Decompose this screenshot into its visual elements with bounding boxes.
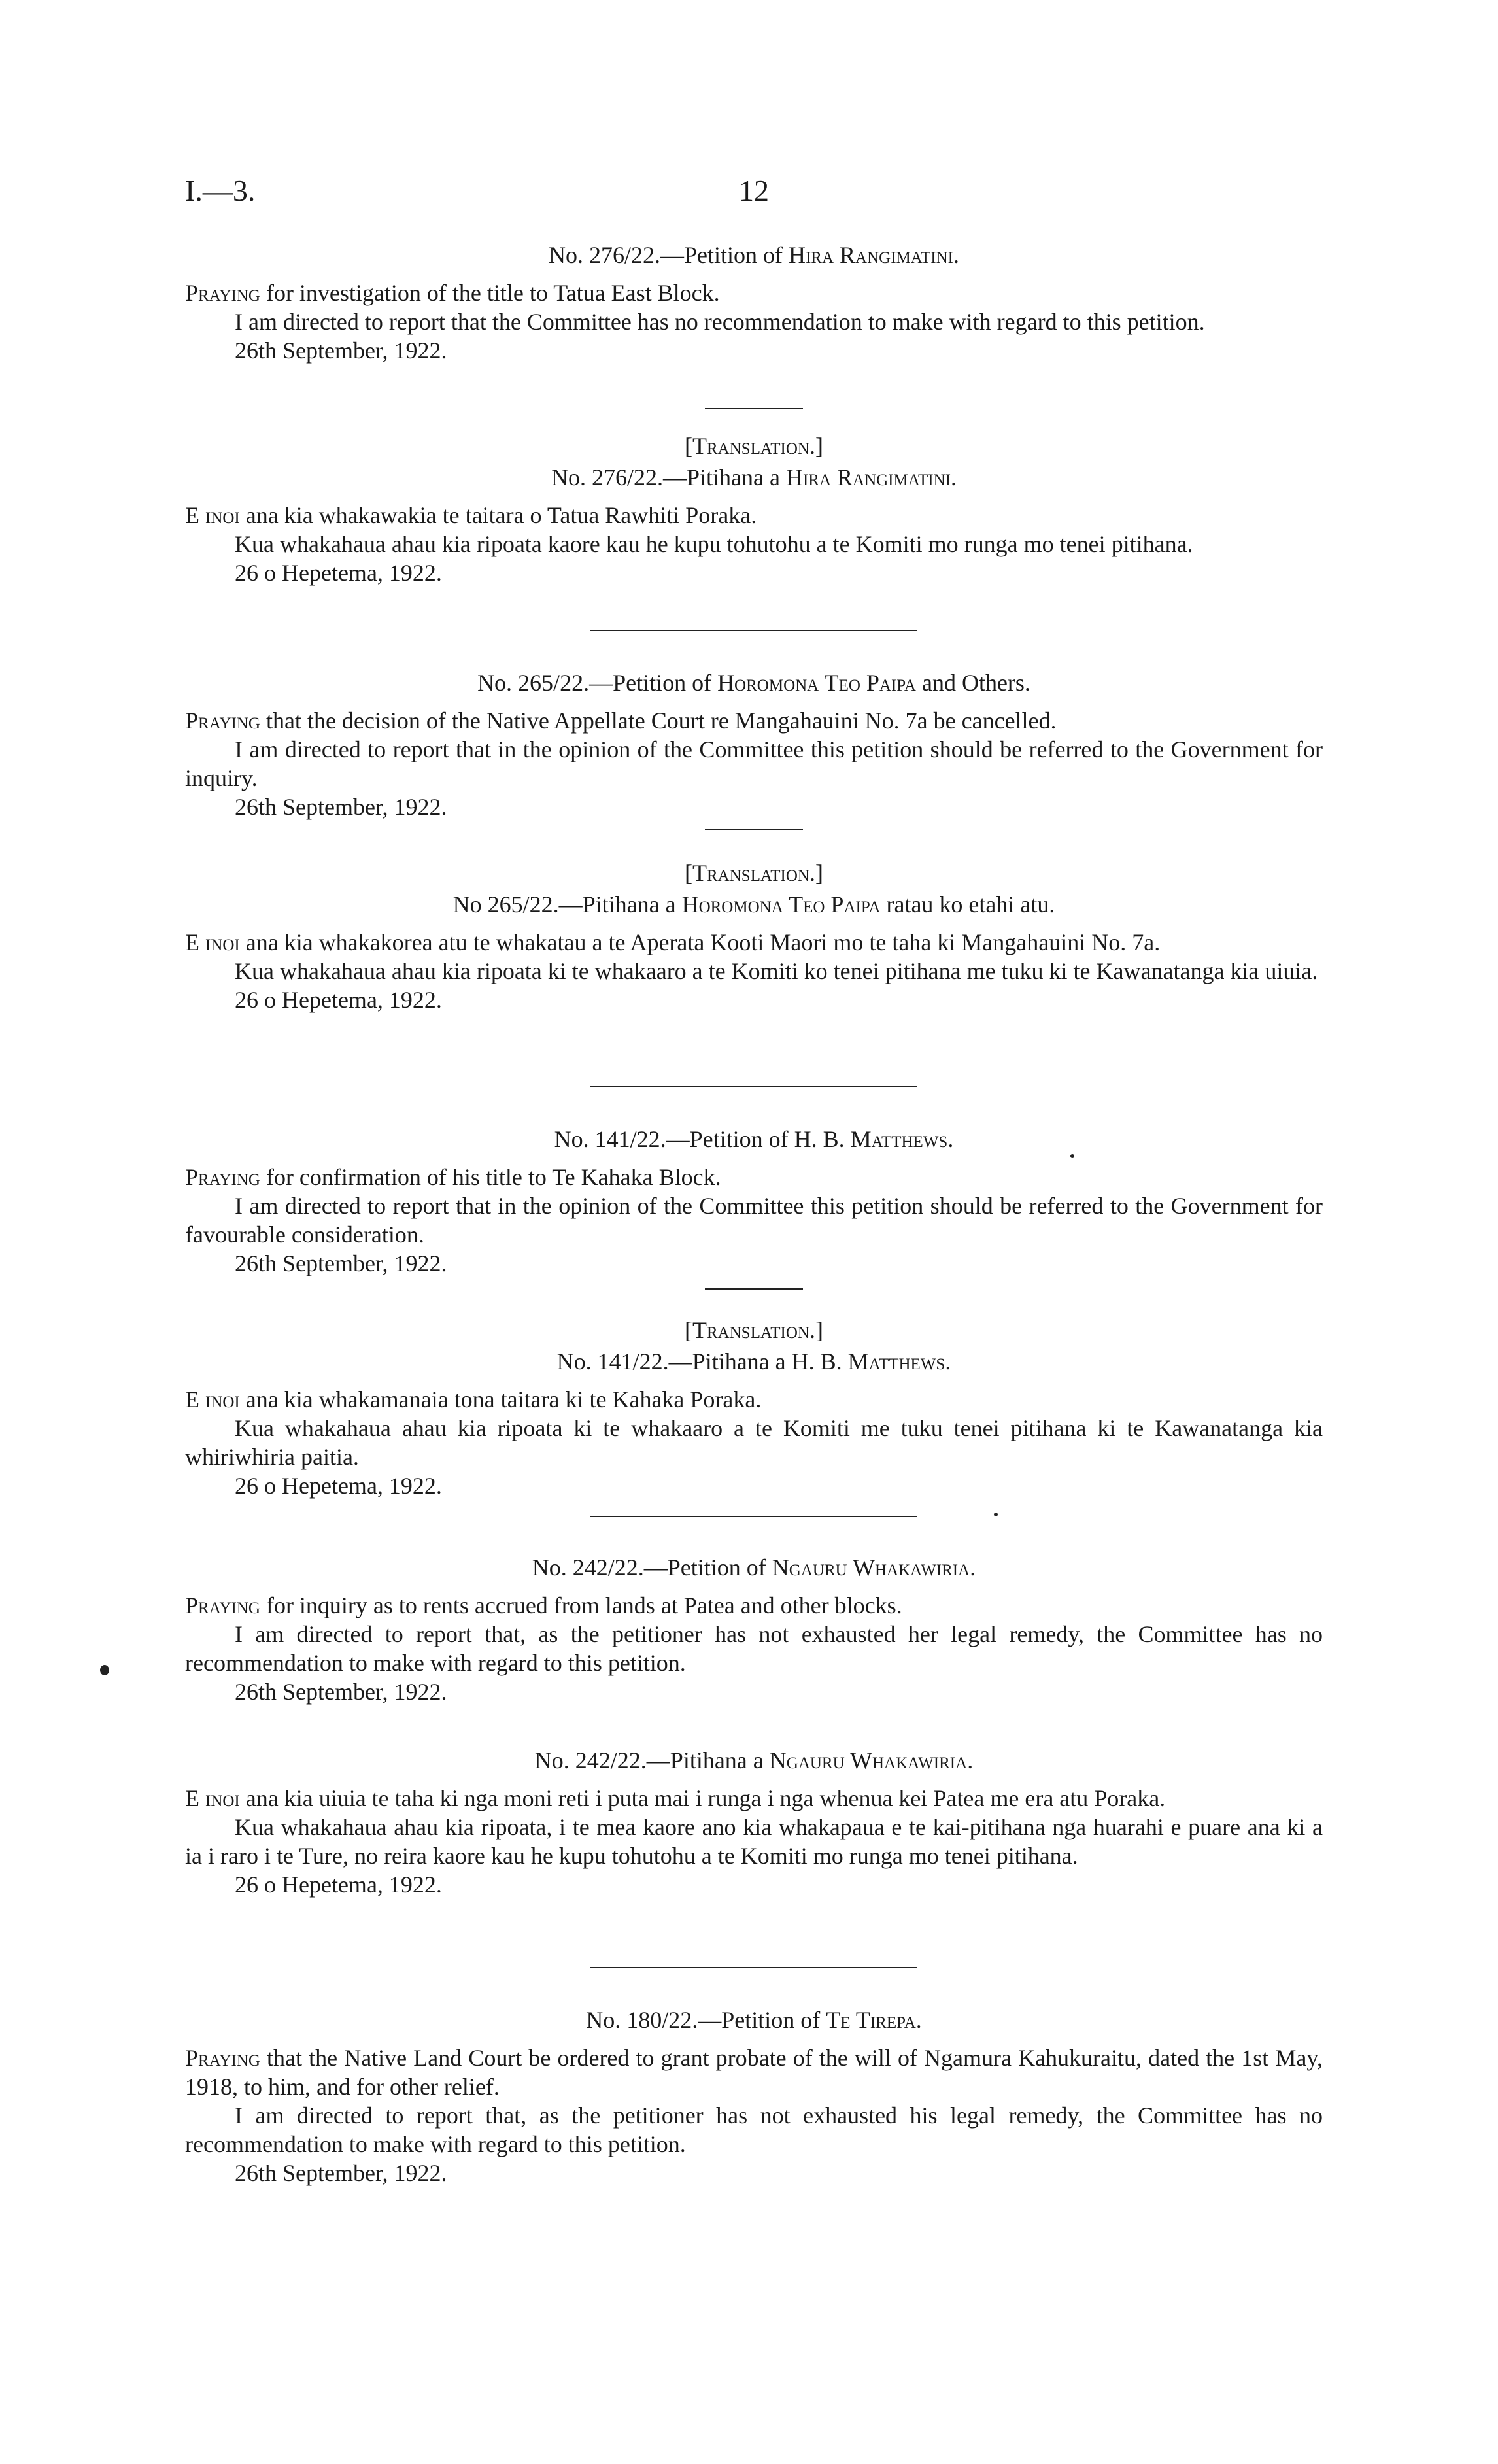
- report-date: 26 o Hepetema, 1922.: [235, 560, 442, 586]
- report-date: 26 o Hepetema, 1922.: [235, 987, 442, 1013]
- petition-title: No. 265/22.—Petition of Horomona Teo Paipa and Others.: [477, 670, 1030, 696]
- petition-276-translation: [185, 432, 1323, 587]
- scan-speck: [1070, 1154, 1074, 1158]
- prayer-paragraph: E inoi ana kia whakawakia te taitara o Tatua Rawhiti Poraka.: [185, 502, 757, 528]
- petition-242-translation: [185, 1746, 1323, 1899]
- page-number: 12: [739, 174, 769, 207]
- section-divider: [705, 1288, 803, 1290]
- petition-title: No. 242/22.—Pitihana a Ngauru Whakawiria.: [534, 1747, 974, 1773]
- section-divider: [590, 630, 917, 631]
- petition-141-translation: [185, 1316, 1323, 1500]
- petition-title: No. 141/22.—Pitihana a H. B. Matthews.: [556, 1348, 951, 1375]
- report-paragraph: I am directed to report that, as the petitioner has not exhausted his legal remedy, the Committee has no recommendation to make with regard to this petition.: [185, 2102, 1323, 2157]
- prayer-paragraph: Praying for inquiry as to rents accrued from lands at Patea and other blocks.: [185, 1592, 902, 1618]
- petitioner-name: H. B. Matthews: [794, 1126, 948, 1152]
- petition-title: No 265/22.—Pitihana a Horomona Teo Paipa ratau ko etahi atu.: [452, 891, 1055, 917]
- petition-title: No. 276/22.—Pitihana a Hira Rangimatini.: [551, 464, 957, 490]
- petitioner-name: Hira Rangimatini: [785, 464, 951, 490]
- report-date: 26 o Hepetema, 1922.: [235, 1473, 442, 1499]
- prayer-paragraph: Praying that the decision of the Native Appellate Court re Mangahauini No. 7a be cancelled.: [185, 708, 1057, 734]
- report-paragraph: I am directed to report that, as the petitioner has not exhausted her legal remedy, the Committee has no recommendation to make with regard to this petition.: [185, 1621, 1323, 1676]
- prayer-paragraph: Praying for investigation of the title to Tatua East Block.: [185, 280, 720, 306]
- prayer-paragraph: Praying for confirmation of his title to Te Kahaka Block.: [185, 1164, 721, 1190]
- petitioner-name: Horomona Teo Paipa: [681, 891, 881, 917]
- petition-title: No. 276/22.—Petition of Hira Rangimatini.: [548, 242, 960, 268]
- petitioner-name: Ngauru Whakawiria: [769, 1747, 968, 1773]
- report-date: 26th September, 1922.: [235, 1250, 447, 1276]
- report-paragraph: Kua whakahaua ahau kia ripoata ki te whakaaro a te Komiti me tuku tenei pitihana ki te Kawanatanga kia whiriwhiria paitia.: [185, 1415, 1323, 1470]
- report-paragraph: I am directed to report that in the opinion of the Committee this petition should be referred to the Government for favourable consideration.: [185, 1193, 1323, 1248]
- petition-276-english: [185, 241, 1323, 365]
- translation-heading: [Translation.]: [685, 860, 823, 886]
- petition-title: No. 242/22.—Petition of Ngauru Whakawiria.: [532, 1554, 976, 1581]
- section-divider: [705, 408, 803, 409]
- report-paragraph: I am directed to report that the Committee has no recommendation to make with regard to this petition.: [235, 309, 1205, 335]
- report-date: 26 o Hepetema, 1922.: [235, 1872, 442, 1898]
- report-date: 26th September, 1922.: [235, 794, 447, 820]
- translation-heading: [Translation.]: [685, 1317, 823, 1343]
- petition-265-english: [185, 668, 1323, 821]
- translation-heading: [Translation.]: [685, 433, 823, 459]
- prayer-paragraph: E inoi ana kia whakamanaia tona taitara ki te Kahaka Poraka.: [185, 1386, 762, 1412]
- petition-141-english: [185, 1125, 1323, 1278]
- report-paragraph: Kua whakahaua ahau kia ripoata ki te whakaaro a te Komiti ko tenei pitihana me tuku ki te Kawanatanga kia uiuia.: [235, 958, 1318, 984]
- report-paragraph: Kua whakahaua ahau kia ripoata, i te mea kaore ano kia whakapaua e te kai-pitihana nga huarahi e puare ana ki a ia i raro i te Ture, no reira kaore kau he kupu tohutohu a te Komiti mo runga mo tenei pitihana.: [185, 1814, 1323, 1869]
- scan-speck: [994, 1513, 998, 1516]
- section-divider: [590, 1086, 917, 1087]
- petitioner-name: Horomona Teo Paipa: [717, 670, 916, 696]
- petition-242-english: [185, 1553, 1323, 1706]
- petition-180-english: [185, 2006, 1323, 2187]
- report-paragraph: I am directed to report that in the opinion of the Committee this petition should be referred to the Government for inquiry.: [185, 736, 1323, 791]
- petitioner-name: Ngauru Whakawiria: [772, 1554, 970, 1581]
- section-divider: [590, 1967, 917, 1968]
- petition-title: No. 180/22.—Petition of Te Tirepa.: [586, 2007, 922, 2033]
- report-date: 26th September, 1922.: [235, 1679, 447, 1705]
- prayer-paragraph: E inoi ana kia whakakorea atu te whakatau a te Aperata Kooti Maori mo te taha ki Mangahauini No. 7a.: [185, 929, 1161, 955]
- petition-title: No. 141/22.—Petition of H. B. Matthews.: [554, 1126, 954, 1152]
- page-header: [185, 174, 1323, 216]
- report-date: 26th September, 1922.: [235, 337, 447, 364]
- report-paragraph: Kua whakahaua ahau kia ripoata kaore kau he kupu tohutohu a te Komiti mo runga mo tenei pitihana.: [235, 531, 1193, 557]
- section-divider: [705, 829, 803, 830]
- section-divider: [590, 1516, 917, 1517]
- document-reference: I.—3.: [185, 174, 256, 207]
- petitioner-name: Hira Rangimatini: [788, 242, 954, 268]
- report-date: 26th September, 1922.: [235, 2160, 447, 2186]
- petitioner-name: H. B. Matthews: [791, 1348, 945, 1375]
- prayer-paragraph: Praying that the Native Land Court be ordered to grant probate of the will of Ngamura Kahukuraitu, dated the 1st May, 1918, to him, and for other relief.: [185, 2045, 1323, 2100]
- petition-265-translation: [185, 859, 1323, 1014]
- scan-speck: [100, 1665, 109, 1675]
- document-page: [185, 0, 1323, 2464]
- petitioner-name: Te Tirepa: [826, 2007, 916, 2033]
- prayer-paragraph: E inoi ana kia uiuia te taha ki nga moni reti i puta mai i runga i nga whenua kei Patea me era atu Poraka.: [185, 1785, 1166, 1811]
